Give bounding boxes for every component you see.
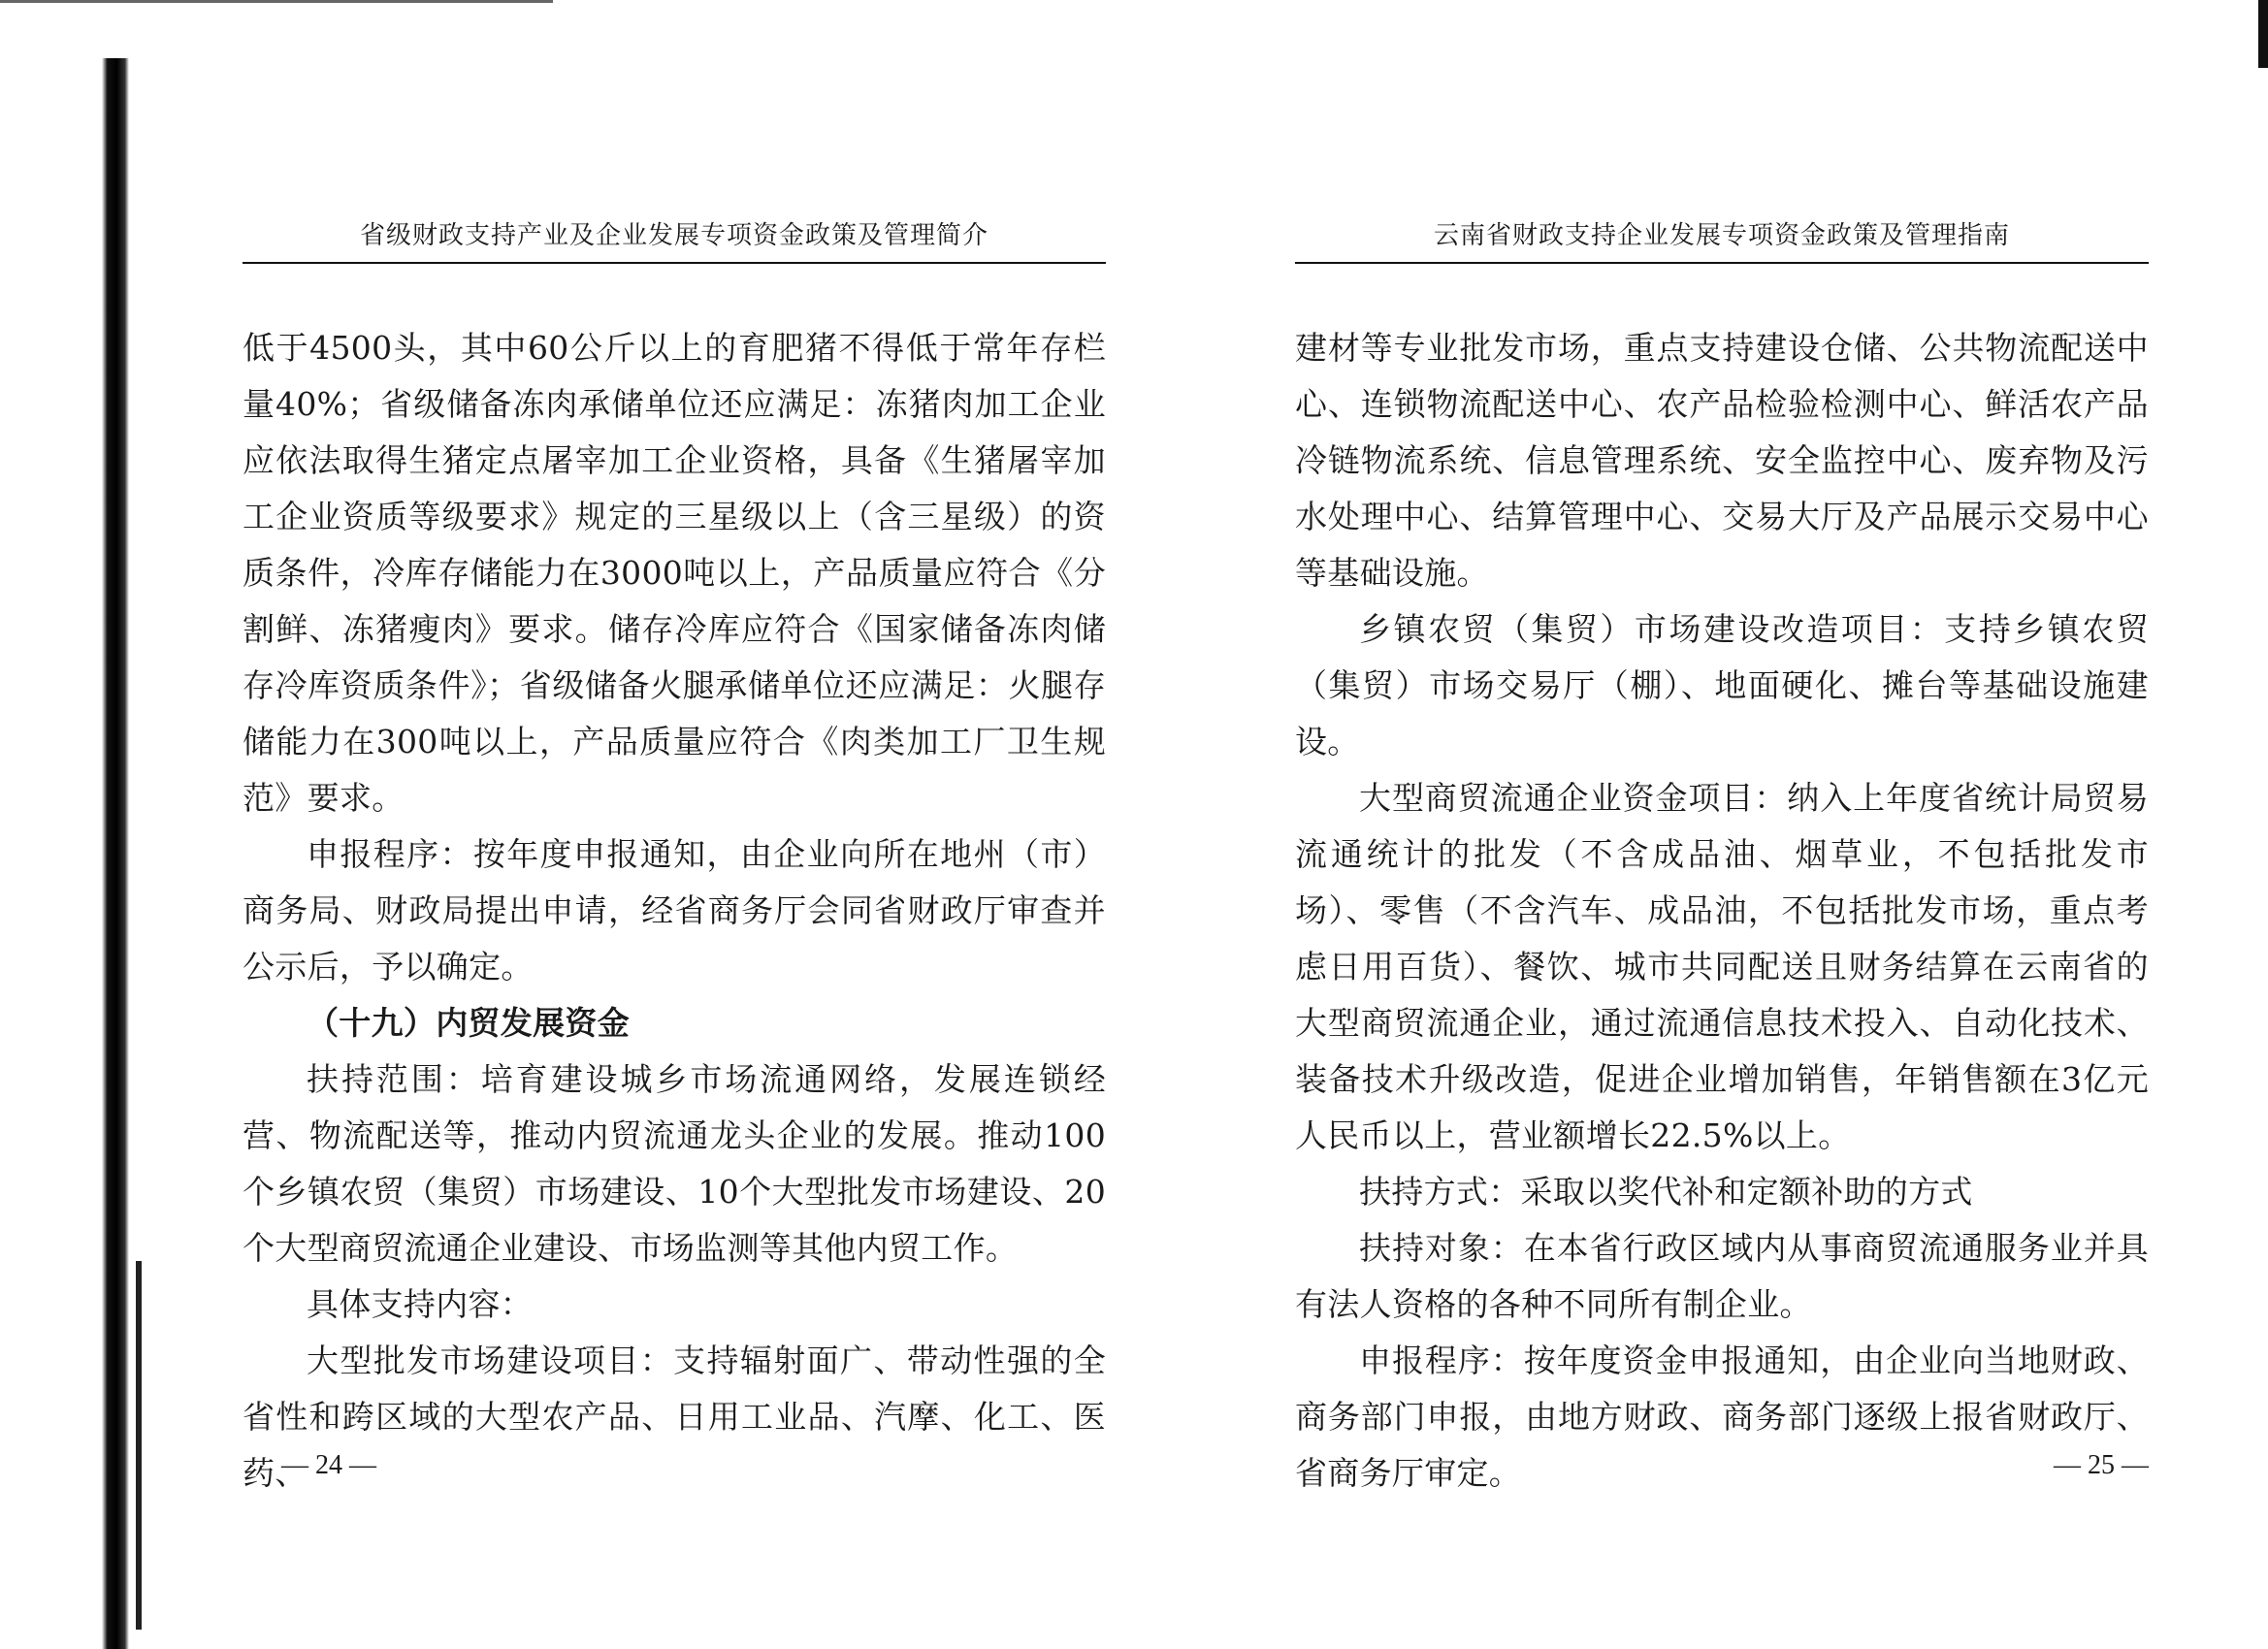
right-paragraph-5: 扶持对象：在本省行政区域内从事商贸流通服务业并具有法人资格的各种不同所有制企业。 <box>1295 1229 2149 1323</box>
right-running-head: 云南省财政支持企业发展专项资金政策及管理指南 <box>1433 221 2010 250</box>
right-paragraph-3: 大型商贸流通企业资金项目：纳入上年度省统计局贸易流通统计的批发（不含成品油、烟草业，不包括批发市场）、零售（不含汽车、成品油，不包括批发市场，重点考虑日用百货）、餐饮、城市共同配送且财务结算在云南省的大型商贸流通企业，通过流通信息技术投入、自动化技术、装备技术升级改造，促进企业增加销售，年销售额在3亿元人民币以上，营业额增长22.5%以上。 <box>1295 779 2149 1154</box>
right-paragraph-4: 扶持方式：采取以奖代补和定额补助的方式 <box>1359 1173 1973 1211</box>
left-page <box>243 0 1106 1649</box>
section-heading: （十九）内贸发展资金 <box>307 1004 630 1042</box>
left-running-head: 省级财政支持产业及企业发展专项资金政策及管理简介 <box>359 221 988 250</box>
left-paragraph-2: 申报程序：按年度申报通知，由企业向所在地州（市）商务局、财政局提出申请，经省商务厅会同省财政厅审查并公示后，予以确定。 <box>243 835 1106 986</box>
right-body-text <box>1295 320 2149 1502</box>
left-paragraph-1: 低于4500头，其中60公斤以上的育肥猪不得低于常年存栏量40%；省级储备冻肉承储单位还应满足：冻猪肉加工企业应依法取得生猪定点屠宰加工企业资格，具备《生猪屠宰加工企业资质等级要求》规定的三星级以上（含三星级）的资质条件，冷库存储能力在3000吨以上，产品质量应符合《分割鲜、冻猪瘦肉》要求。储存冷库应符合《国家储备冻肉储存冷库资质条件》；省级储备火腿承储单位还应满足：火腿存储能力在300吨以上，产品质量应符合《肉类加工厂卫生规范》要求。 <box>243 329 1106 817</box>
left-paragraph-6: 大型批发市场建设项目：支持辐射面广、带动性强的全省性和跨区域的大型农产品、日用工业品、汽摩、化工、医药、 <box>243 1342 1106 1492</box>
right-paragraph-6: 申报程序：按年度资金申报通知，由企业向当地财政、商务部门申报，由地方财政、商务部门逐级上报省财政厅、省商务厅审定。 <box>1295 1342 2149 1492</box>
book-binding-shadow <box>136 1261 142 1630</box>
left-header-rule <box>243 262 1106 264</box>
left-paragraph-4: 扶持范围：培育建设城乡市场流通网络，发展连锁经营、物流配送等，推动内贸流通龙头企业的发展。推动100个乡镇农贸（集贸）市场建设、10个大型批发市场建设、20个大型商贸流通企业建设、市场监测等其他内贸工作。 <box>243 1060 1106 1267</box>
right-header-rule <box>1295 262 2149 264</box>
right-paragraph-2: 乡镇农贸（集贸）市场建设改造项目：支持乡镇农贸（集贸）市场交易厅（棚）、地面硬化、摊台等基础设施建设。 <box>1295 610 2149 760</box>
scan-artifact-right-edge <box>2258 0 2268 68</box>
right-paragraph-1: 建材等专业批发市场，重点支持建设仓储、公共物流配送中心、连锁物流配送中心、农产品检验检测中心、鲜活农产品冷链物流系统、信息管理系统、安全监控中心、废弃物及污水处理中心、结算管理中心、交易大厅及产品展示交易中心等基础设施。 <box>1295 329 2149 592</box>
left-paragraph-5: 具体支持内容： <box>307 1285 534 1323</box>
left-body-text <box>243 320 1106 1502</box>
book-binding-edge <box>102 58 129 1649</box>
left-page-number: — 24 — <box>281 1450 376 1480</box>
right-page <box>1295 0 2149 1649</box>
right-page-number: — 25 — <box>2054 1450 2149 1480</box>
